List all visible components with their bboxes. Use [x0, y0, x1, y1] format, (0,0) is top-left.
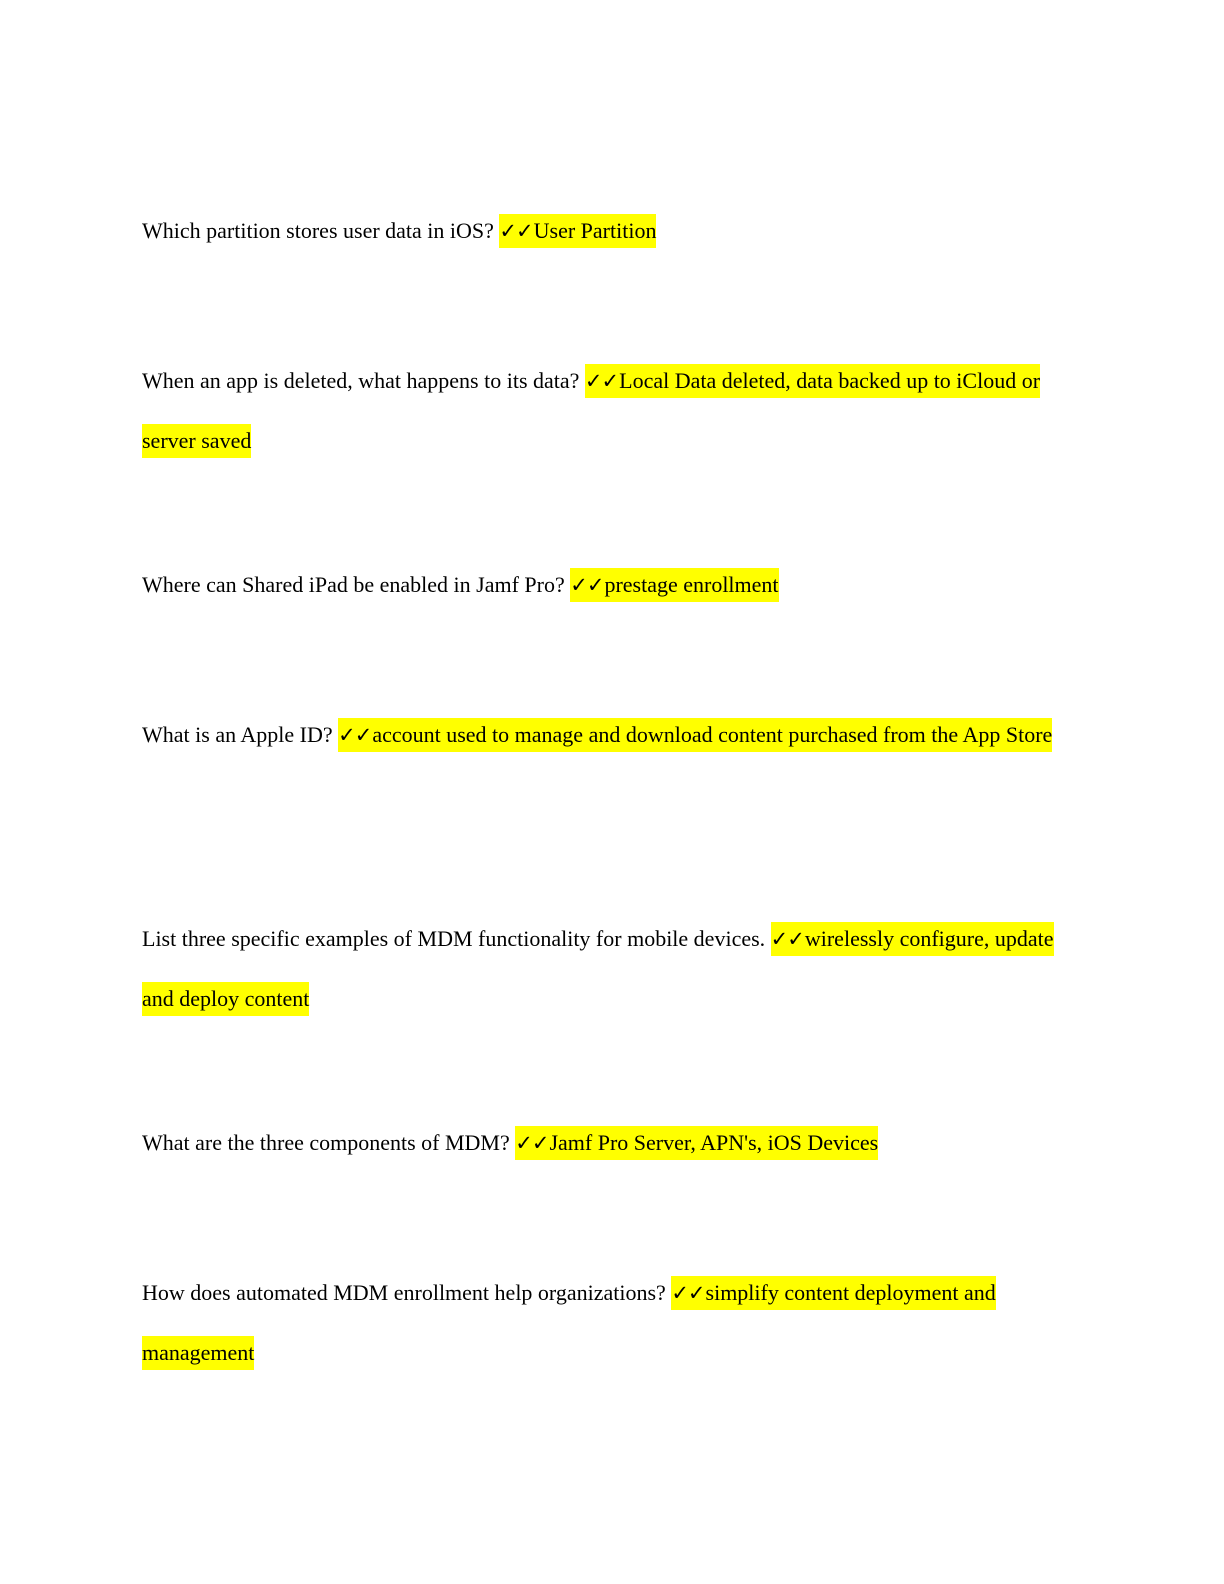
answer-text: prestage enrollment — [604, 572, 779, 597]
double-check-icon: ✓✓ — [570, 573, 604, 597]
qa-item — [142, 1113, 1082, 1173]
question-text: When an app is deleted, what happens to its data? — [142, 368, 580, 393]
double-check-icon: ✓✓ — [515, 1131, 549, 1155]
answer-text: Local Data deleted, data backed up to iCloud or server saved — [142, 368, 1041, 453]
answer-highlight — [570, 568, 778, 602]
question-text: How does automated MDM enrollment help organizations? — [142, 1280, 666, 1305]
question-text: Where can Shared iPad be enabled in Jamf Pro? — [142, 572, 565, 597]
answer-text: wirelessly configure, update and deploy content — [142, 926, 1054, 1011]
answer-highlight — [515, 1126, 878, 1160]
double-check-icon: ✓✓ — [499, 219, 533, 243]
question-text: Which partition stores user data in iOS? — [142, 218, 494, 243]
qa-item — [142, 351, 1082, 470]
double-check-icon: ✓✓ — [671, 1281, 705, 1305]
answer-highlight — [338, 718, 1052, 752]
double-check-icon: ✓✓ — [584, 369, 619, 393]
qa-item — [142, 909, 1082, 1028]
double-check-icon: ✓✓ — [338, 723, 372, 747]
question-text: What are the three components of MDM? — [142, 1130, 510, 1155]
answer-text: account used to manage and download content purchased from the App Store — [372, 722, 1053, 747]
answer-text: simplify content deployment and management — [142, 1280, 996, 1365]
answer-text: User Partition — [533, 218, 657, 243]
question-text: List three specific examples of MDM functionality for mobile devices. — [142, 926, 766, 951]
qa-item — [142, 1263, 1082, 1382]
qa-item — [142, 201, 1082, 261]
answer-highlight — [499, 214, 656, 248]
double-check-icon: ✓✓ — [770, 927, 804, 951]
question-text: What is an Apple ID? — [142, 722, 333, 747]
qa-item — [142, 555, 1082, 615]
qa-item — [142, 705, 1082, 765]
answer-text: Jamf Pro Server, APN's, iOS Devices — [549, 1130, 879, 1155]
